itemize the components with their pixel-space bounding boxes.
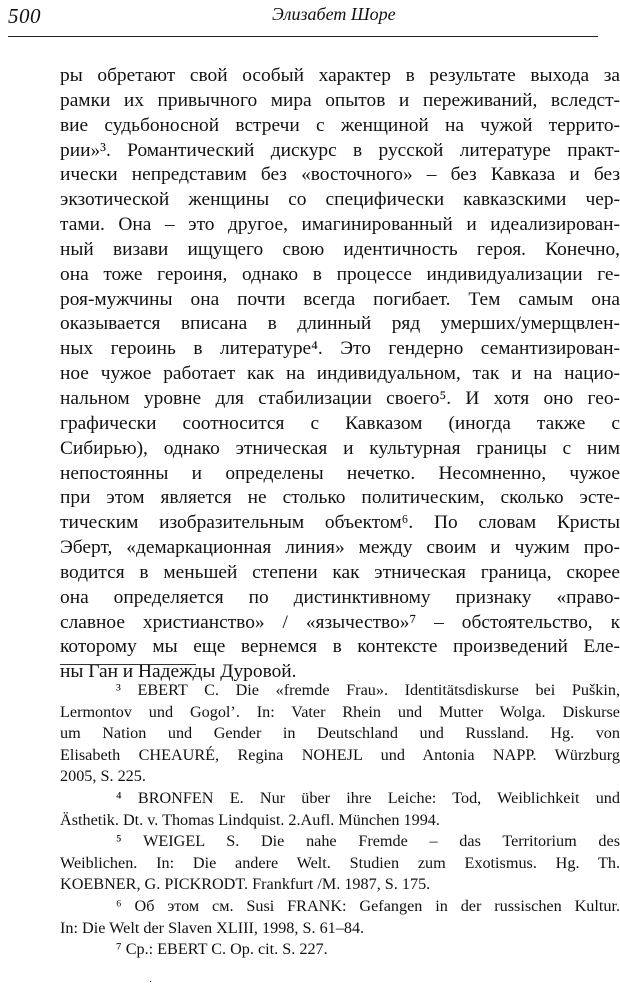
footnote <box>60 788 620 831</box>
footnote <box>60 896 620 939</box>
body-line: она определяется по дистинктивному признаку «право- <box>60 586 620 608</box>
body-line: Сибирью), однако этническая и культурная границы с ним <box>60 437 620 459</box>
print-speck: · <box>149 977 153 988</box>
body-line: рии»³. Романтический дискурс в русской литературе практ- <box>60 139 620 161</box>
body-line: роя-мужчины она почти всегда погибает. Тем самым она <box>60 288 620 310</box>
body-line: которому мы еще вернемся в контексте произведений Еле- <box>60 636 620 658</box>
body-line: водится в меньшей степени как этническая граница, скорее <box>60 561 620 583</box>
footnote <box>60 680 620 788</box>
body-line: ный визави ищущего свою идентичность героя. Конечно, <box>60 238 620 260</box>
body-line: тами. Она – это другое, имагинированный и идеализирован- <box>60 214 620 236</box>
footnote <box>60 939 620 961</box>
body-line: оказывается вписана в длинный ряд умерших/умерщвлен- <box>60 313 620 335</box>
footnote-line: KOEBNER, G. PICKRODT. Frankfurt /M. 1987, S. 175. <box>60 875 431 894</box>
body-line: нальном уровне для стабилизации своего⁵. И хотя оно гео- <box>60 387 620 409</box>
footnote-line: ⁶ Об этом см. Susi FRANK: Gefangen in der russischen Kultur. <box>116 896 620 915</box>
body-line: ное чужое работает как на индивидуальном, так и на нацио- <box>60 363 620 385</box>
body-line: вие судьбоносной встречи с женщиной на чужой террито- <box>60 114 620 136</box>
footnote-separator <box>60 664 196 665</box>
footnote-line: ⁵ WEIGEL S. Die nahe Fremde – das Territorium des <box>116 832 620 851</box>
footnote-line: Ästhetik. Dt. v. Thomas Lindquist. 2.Aufl. München 1994. <box>60 810 440 829</box>
footnote-line: Elisabeth CHEAURÉ, Regina NOHEJL und Antonia NAPP. Würzburg <box>60 745 620 764</box>
footnote-line: In: Die Welt der Slaven XLIII, 1998, S. 61–84. <box>60 918 365 937</box>
body-line: графически соотносится с Кавказом (иногда также с <box>60 412 620 434</box>
footnote-line: ⁷ Ср.: EBERT C. Op. cit. S. 227. <box>116 940 328 959</box>
header-rule <box>8 36 598 37</box>
body-line: она тоже героиня, однако в процессе индивидуализации ге- <box>60 263 620 285</box>
body-line: ны Ган и Надежды Дуровой. <box>60 661 297 683</box>
footnote-line: um Nation und Gender in Deutschland und Russland. Hg. von <box>60 724 620 743</box>
running-head: Элизабет Шоре <box>272 4 396 24</box>
footnote-line: ⁴ BRONFEN E. Nur über ihre Leiche: Tod, Weiblichkeit und <box>116 788 620 807</box>
body-line: непостоянны и определены нечетко. Несомненно, чужое <box>60 462 620 484</box>
footnote-line: 2005, S. 225. <box>60 767 146 786</box>
body-line: при этом является не столько политическим, сколько эсте- <box>60 487 620 509</box>
body-line: тическим изобразительным объектом⁶. По словам Кристы <box>60 512 620 534</box>
footnote <box>60 831 620 896</box>
main-text <box>60 64 620 685</box>
body-line: ных героинь в литературе⁴. Это гендерно семантизирован- <box>60 338 620 360</box>
page-header <box>0 0 620 46</box>
body-line: экзотической женщины со специфически кавказскими чер- <box>60 189 620 211</box>
body-line: Эберт, «демаркационная линия» между своим и чужим про- <box>60 537 620 559</box>
body-line: славное христианство» / «язычество»⁷ – обстоятельство, к <box>60 611 620 633</box>
footnote-line: Lermontov und Gogol’. In: Vater Rhein und Mutter Wolga. Diskurse <box>60 702 620 721</box>
footnote-line: Weiblichen. In: Die andere Welt. Studien zum Exotismus. Hg. Th. <box>60 853 620 872</box>
footnotes <box>60 680 620 961</box>
body-line: ры обретают свой особый характер в результате выхода за <box>60 65 620 86</box>
body-line: рамки их привычного мира опытов и переживаний, вследст- <box>60 89 620 111</box>
footnote-line: ³ EBERT C. Die «fremde Frau». Identitätsdiskurse bei Puškin, <box>116 681 620 699</box>
body-line: ически непредставим без «восточного» – без Кавказа и без <box>60 164 620 186</box>
page-number: 500 <box>8 4 41 28</box>
